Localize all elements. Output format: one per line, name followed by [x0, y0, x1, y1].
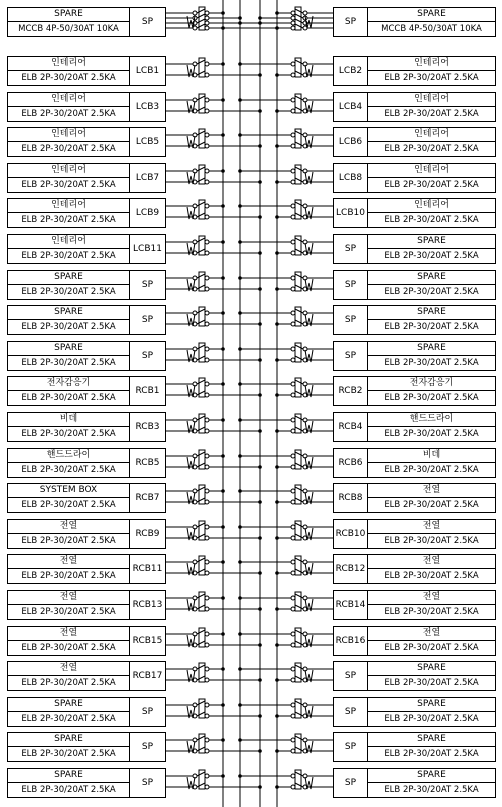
right-feeder-4-breaker-icon	[291, 165, 313, 184]
left-feeder-18-breaker-icon	[187, 663, 209, 682]
left-feeder-6-breaker-icon	[187, 236, 209, 255]
right-feeder-1-code: LCB2	[333, 56, 368, 86]
right-feeder-16-name: 전열	[367, 590, 496, 605]
left-feeder-20-spec: ELB 2P-30/20AT 2.5KA	[7, 746, 130, 762]
right-feeder-9-breaker-icon	[291, 343, 313, 362]
left-feeder-7-spec: ELB 2P-30/20AT 2.5KA	[7, 284, 130, 300]
left-feeder-17-spec: ELB 2P-30/20AT 2.5KA	[7, 640, 130, 656]
left-feeder-0-name: SPARE	[7, 7, 130, 22]
left-feeder-6-code: LCB11	[129, 234, 166, 264]
right-feeder-4-name: 인테리어	[367, 163, 496, 178]
right-feeder-2-name: 인테리어	[367, 92, 496, 107]
left-feeder-16-spec: ELB 2P-30/20AT 2.5KA	[7, 604, 130, 620]
right-feeder-12-breaker-icon	[291, 450, 313, 469]
right-feeder-3-spec: ELB 2P-30/20AT 2.5KA	[367, 141, 496, 157]
left-feeder-13-code: RCB7	[129, 483, 166, 513]
right-feeder-0-code: SP	[333, 7, 368, 37]
right-feeder-5-spec: ELB 2P-30/20AT 2.5KA	[367, 212, 496, 228]
right-feeder-18-breaker-icon	[291, 663, 313, 682]
right-feeder-1-spec: ELB 2P-30/20AT 2.5KA	[367, 70, 496, 86]
right-feeder-16-breaker-icon	[291, 592, 313, 611]
left-feeder-3-code: LCB5	[129, 127, 166, 157]
right-feeder-17-breaker-icon	[291, 628, 313, 647]
right-feeder-9-name: SPARE	[367, 341, 496, 356]
right-feeder-13-code: RCB8	[333, 483, 368, 513]
left-feeder-10-code: RCB1	[129, 376, 166, 406]
right-feeder-17-spec: ELB 2P-30/20AT 2.5KA	[367, 640, 496, 656]
left-feeder-10-name: 전자감응기	[7, 376, 130, 391]
right-feeder-3-breaker-icon	[291, 129, 313, 148]
left-feeder-1-code: LCB1	[129, 56, 166, 86]
left-feeder-18-spec: ELB 2P-30/20AT 2.5KA	[7, 675, 130, 691]
left-feeder-20-breaker-icon	[187, 734, 209, 753]
left-feeder-14-breaker-icon	[187, 521, 209, 540]
right-feeder-14-spec: ELB 2P-30/20AT 2.5KA	[367, 533, 496, 549]
left-feeder-13-name: SYSTEM BOX	[7, 483, 130, 498]
right-feeder-9-spec: ELB 2P-30/20AT 2.5KA	[367, 355, 496, 371]
left-feeder-10-breaker-icon	[187, 378, 209, 397]
right-feeder-5-code: LCB10	[333, 198, 368, 228]
left-feeder-5-code: LCB9	[129, 198, 166, 228]
left-feeder-16-breaker-icon	[187, 592, 209, 611]
right-feeder-4-code: LCB8	[333, 163, 368, 193]
left-feeder-7-code: SP	[129, 270, 166, 300]
left-feeder-2-code: LCB3	[129, 92, 166, 122]
left-feeder-12-breaker-icon	[187, 450, 209, 469]
left-feeder-2-breaker-icon	[187, 94, 209, 113]
left-feeder-15-code: RCB11	[129, 554, 166, 584]
left-feeder-20-code: SP	[129, 732, 166, 762]
right-feeder-18-code: SP	[333, 661, 368, 691]
right-feeder-20-spec: ELB 2P-30/20AT 2.5KA	[367, 746, 496, 762]
right-feeder-18-name: SPARE	[367, 661, 496, 676]
right-feeder-7-spec: ELB 2P-30/20AT 2.5KA	[367, 284, 496, 300]
right-feeder-8-breaker-icon	[291, 307, 313, 326]
right-feeder-0-spec: MCCB 4P-50/30AT 10KA	[367, 21, 496, 37]
left-feeder-11-breaker-icon	[187, 414, 209, 433]
right-feeder-12-code: RCB6	[333, 448, 368, 478]
right-feeder-6-spec: ELB 2P-30/20AT 2.5KA	[367, 248, 496, 264]
left-feeder-14-name: 전열	[7, 519, 130, 534]
right-feeder-8-spec: ELB 2P-30/20AT 2.5KA	[367, 319, 496, 335]
right-feeder-16-spec: ELB 2P-30/20AT 2.5KA	[367, 604, 496, 620]
left-feeder-4-breaker-icon	[187, 165, 209, 184]
right-feeder-12-name: 비데	[367, 448, 496, 463]
right-feeder-21-spec: ELB 2P-30/20AT 2.5KA	[367, 782, 496, 798]
left-feeder-3-name: 인테리어	[7, 127, 130, 142]
left-feeder-16-name: 전열	[7, 590, 130, 605]
right-feeder-15-code: RCB12	[333, 554, 368, 584]
left-feeder-9-code: SP	[129, 341, 166, 371]
right-feeder-3-code: LCB6	[333, 127, 368, 157]
right-feeder-11-breaker-icon	[291, 414, 313, 433]
left-feeder-7-breaker-icon	[187, 272, 209, 291]
left-feeder-5-breaker-icon	[187, 200, 209, 219]
left-feeder-4-spec: ELB 2P-30/20AT 2.5KA	[7, 177, 130, 193]
left-feeder-17-name: 전열	[7, 626, 130, 641]
left-feeder-14-spec: ELB 2P-30/20AT 2.5KA	[7, 533, 130, 549]
right-feeder-13-breaker-icon	[291, 485, 313, 504]
right-feeder-9-code: SP	[333, 341, 368, 371]
left-feeder-10-spec: ELB 2P-30/20AT 2.5KA	[7, 390, 130, 406]
left-feeder-17-code: RCB15	[129, 626, 166, 656]
right-feeder-19-code: SP	[333, 697, 368, 727]
left-feeder-18-code: RCB17	[129, 661, 166, 691]
left-feeder-18-name: 전열	[7, 661, 130, 676]
left-feeder-12-code: RCB5	[129, 448, 166, 478]
right-feeder-14-code: RCB10	[333, 519, 368, 549]
right-feeder-2-code: LCB4	[333, 92, 368, 122]
left-feeder-0-spec: MCCB 4P-50/30AT 10KA	[7, 21, 130, 37]
right-feeder-1-name: 인테리어	[367, 56, 496, 71]
right-feeder-19-spec: ELB 2P-30/20AT 2.5KA	[367, 711, 496, 727]
right-feeder-5-name: 인테리어	[367, 198, 496, 213]
right-feeder-8-name: SPARE	[367, 305, 496, 320]
left-feeder-8-spec: ELB 2P-30/20AT 2.5KA	[7, 319, 130, 335]
left-feeder-19-spec: ELB 2P-30/20AT 2.5KA	[7, 711, 130, 727]
left-feeder-19-code: SP	[129, 697, 166, 727]
right-feeder-11-code: RCB4	[333, 412, 368, 442]
left-feeder-13-breaker-icon	[187, 485, 209, 504]
left-feeder-2-name: 인테리어	[7, 92, 130, 107]
right-feeder-0-name: SPARE	[367, 7, 496, 22]
left-feeder-11-code: RCB3	[129, 412, 166, 442]
left-feeder-11-spec: ELB 2P-30/20AT 2.5KA	[7, 426, 130, 442]
left-feeder-12-spec: ELB 2P-30/20AT 2.5KA	[7, 462, 130, 478]
right-feeder-17-name: 전열	[367, 626, 496, 641]
left-feeder-15-breaker-icon	[187, 556, 209, 575]
left-feeder-17-breaker-icon	[187, 628, 209, 647]
right-feeder-18-spec: ELB 2P-30/20AT 2.5KA	[367, 675, 496, 691]
left-feeder-9-spec: ELB 2P-30/20AT 2.5KA	[7, 355, 130, 371]
left-feeder-16-code: RCB13	[129, 590, 166, 620]
left-feeder-3-breaker-icon	[187, 129, 209, 148]
left-feeder-15-name: 전열	[7, 554, 130, 569]
left-feeder-13-spec: ELB 2P-30/20AT 2.5KA	[7, 497, 130, 513]
right-feeder-19-breaker-icon	[291, 699, 313, 718]
left-feeder-12-name: 핸드드라이	[7, 448, 130, 463]
right-feeder-20-name: SPARE	[367, 732, 496, 747]
right-feeder-17-code: RCB16	[333, 626, 368, 656]
left-feeder-0-code: SP	[129, 7, 166, 37]
left-feeder-1-spec: ELB 2P-30/20AT 2.5KA	[7, 70, 130, 86]
left-feeder-1-name: 인테리어	[7, 56, 130, 71]
right-feeder-11-name: 핸드드라이	[367, 412, 496, 427]
right-feeder-20-breaker-icon	[291, 734, 313, 753]
left-feeder-21-code: SP	[129, 768, 166, 798]
left-feeder-1-breaker-icon	[187, 58, 209, 77]
right-feeder-7-code: SP	[333, 270, 368, 300]
right-feeder-8-code: SP	[333, 305, 368, 335]
right-feeder-15-breaker-icon	[291, 556, 313, 575]
left-feeder-3-spec: ELB 2P-30/20AT 2.5KA	[7, 141, 130, 157]
right-feeder-13-spec: ELB 2P-30/20AT 2.5KA	[367, 497, 496, 513]
right-feeder-4-spec: ELB 2P-30/20AT 2.5KA	[367, 177, 496, 193]
right-feeder-13-name: 전열	[367, 483, 496, 498]
right-feeder-10-breaker-icon	[291, 378, 313, 397]
left-feeder-19-name: SPARE	[7, 697, 130, 712]
right-feeder-14-breaker-icon	[291, 521, 313, 540]
right-feeder-5-breaker-icon	[291, 200, 313, 219]
left-feeder-20-name: SPARE	[7, 732, 130, 747]
right-feeder-6-name: SPARE	[367, 234, 496, 249]
left-feeder-8-code: SP	[129, 305, 166, 335]
left-feeder-4-code: LCB7	[129, 163, 166, 193]
left-feeder-7-name: SPARE	[7, 270, 130, 285]
left-feeder-5-spec: ELB 2P-30/20AT 2.5KA	[7, 212, 130, 228]
right-feeder-2-breaker-icon	[291, 94, 313, 113]
right-feeder-10-spec: ELB 2P-30/20AT 2.5KA	[367, 390, 496, 406]
left-feeder-21-spec: ELB 2P-30/20AT 2.5KA	[7, 782, 130, 798]
right-feeder-6-code: SP	[333, 234, 368, 264]
right-feeder-16-code: RCB14	[333, 590, 368, 620]
right-feeder-19-name: SPARE	[367, 697, 496, 712]
right-feeder-14-name: 전열	[367, 519, 496, 534]
right-feeder-15-name: 전열	[367, 554, 496, 569]
left-feeder-15-spec: ELB 2P-30/20AT 2.5KA	[7, 568, 130, 584]
right-feeder-1-breaker-icon	[291, 58, 313, 77]
left-feeder-14-code: RCB9	[129, 519, 166, 549]
left-feeder-2-spec: ELB 2P-30/20AT 2.5KA	[7, 106, 130, 122]
right-feeder-12-spec: ELB 2P-30/20AT 2.5KA	[367, 462, 496, 478]
left-feeder-6-name: 인테리어	[7, 234, 130, 249]
left-feeder-21-breaker-icon	[187, 770, 209, 789]
right-feeder-10-name: 전자감응기	[367, 376, 496, 391]
left-feeder-6-spec: ELB 2P-30/20AT 2.5KA	[7, 248, 130, 264]
left-feeder-11-name: 비데	[7, 412, 130, 427]
left-feeder-9-breaker-icon	[187, 343, 209, 362]
right-feeder-21-code: SP	[333, 768, 368, 798]
right-feeder-11-spec: ELB 2P-30/20AT 2.5KA	[367, 426, 496, 442]
right-feeder-21-name: SPARE	[367, 768, 496, 783]
left-feeder-8-name: SPARE	[7, 305, 130, 320]
right-feeder-15-spec: ELB 2P-30/20AT 2.5KA	[367, 568, 496, 584]
right-feeder-2-spec: ELB 2P-30/20AT 2.5KA	[367, 106, 496, 122]
left-feeder-4-name: 인테리어	[7, 163, 130, 178]
right-feeder-7-name: SPARE	[367, 270, 496, 285]
left-feeder-9-name: SPARE	[7, 341, 130, 356]
right-feeder-10-code: RCB2	[333, 376, 368, 406]
right-feeder-7-breaker-icon	[291, 272, 313, 291]
left-feeder-19-breaker-icon	[187, 699, 209, 718]
right-feeder-21-breaker-icon	[291, 770, 313, 789]
right-feeder-20-code: SP	[333, 732, 368, 762]
left-feeder-5-name: 인테리어	[7, 198, 130, 213]
right-feeder-6-breaker-icon	[291, 236, 313, 255]
left-feeder-8-breaker-icon	[187, 307, 209, 326]
left-feeder-21-name: SPARE	[7, 768, 130, 783]
right-feeder-3-name: 인테리어	[367, 127, 496, 142]
